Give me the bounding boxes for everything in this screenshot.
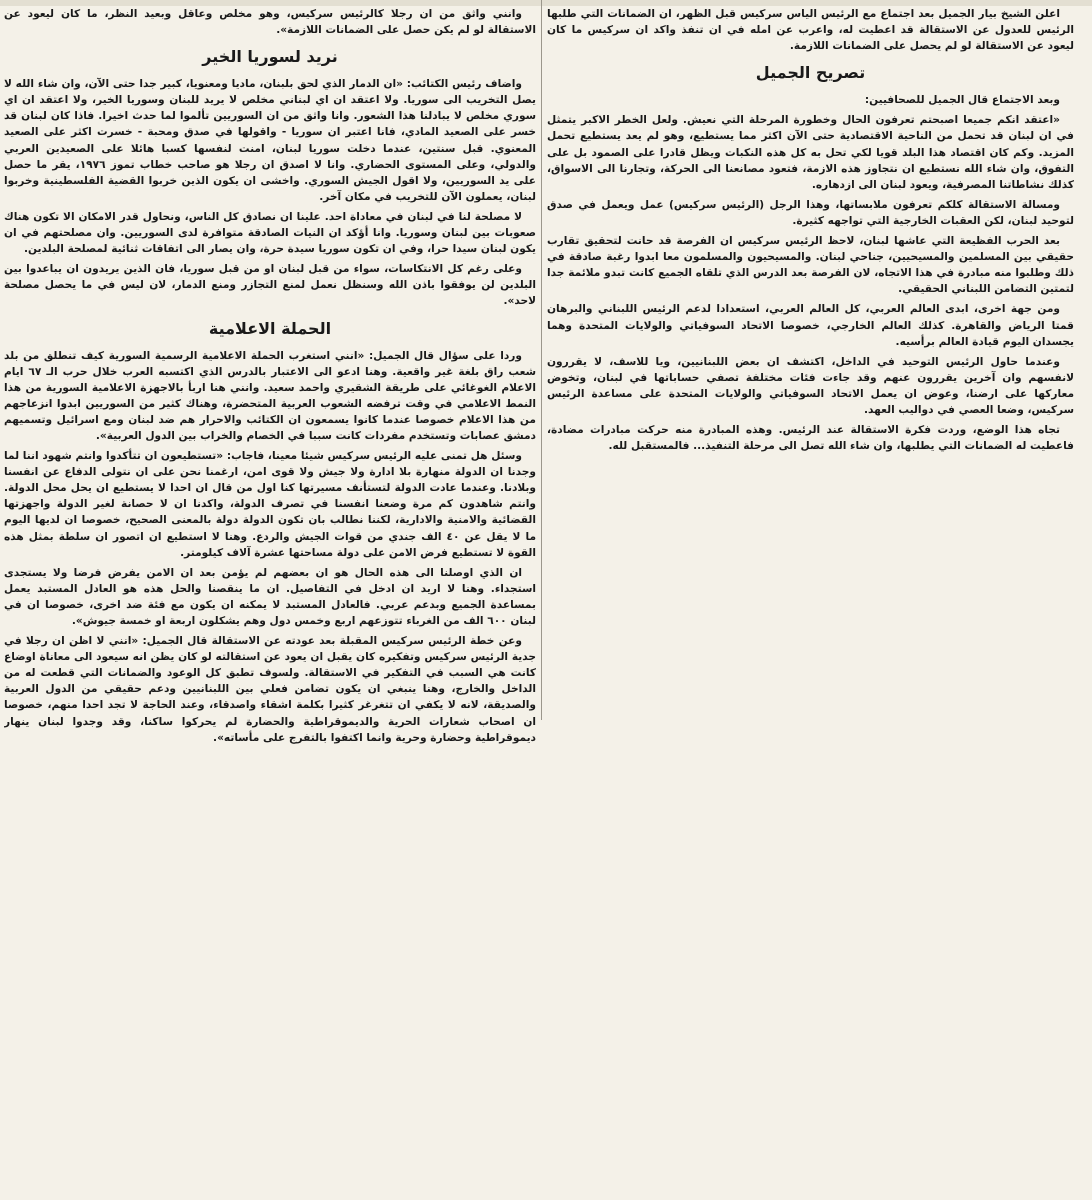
- paragraph: واضاف رئيس الكتائب: «ان الدمار الذي لحق بلبنان، ماديا ومعنويا، كبير جدا حتى الآن، وان شاء الله لا يصل التخريب الى سوريا. ولا اعتقد ان اي لبناني مخلص لا يريد للبنان وسوريا الخير، ولا اعتقد ان اي سوري مخلص لا يبادلنا هذا الشعور. وانا واثق من ان السوريين تألموا لما حدث اخيرا. فاذا كان لبنان قد خسر على الصعيد المادي، فانا اعتبر ان سوريا - واقولها في صدق ومحبة - خسرت اكثر على الصعيد المعنوي. قبل سنتين، عندما دخلت سوريا لبنان، امنت لنفسها كسبا هائلا على الصعيدين العربي والدولي، وعلى المستوى الحضاري. وانا لا اصدق ان رجلا هو صاحب خطاب تموز ١٩٧٦، يقر ما حصل على يد السوريين، ولا اقول الجيش السوري. واخشى ان يكون الذين خربوا القضية الفلسطينية وخربوا لبنان، يعملون الآن للتخريب في مكان آخر.: [4, 78, 536, 203]
- section-heading: نريد لسوريا الخير: [202, 47, 338, 67]
- paragraph: اعلن الشيخ بيار الجميل بعد اجتماع مع الرئيس الياس سركيس قبل الظهر، ان الضمانات التي طلبها الرئيس للعدول عن الاستقالة قد اعطيت له، واعرب عن امله في ان تنفذ واكد ان سركيس ما كان ليعود عن الاستقالة لو لم يحصل على الضمانات اللازمة.: [547, 8, 1074, 53]
- paragraph: ومسالة الاستقالة كلكم تعرفون ملابساتها، وهذا الرجل (الرئيس سركيس) عمل ويعمل في صدق لتوحيد لبنان، لكن العقبات الخارجية التي تواجهه كثيرة.: [547, 198, 1074, 227]
- paragraph: وعن خطة الرئيس سركيس المقبلة بعد عودته عن الاستقالة قال الجميل: «انني لا اظن ان رجلا في جدية الرئيس سركيس وتفكيره كان يقبل ان يعود عن استقالته لو كان يظن انه سيعود الى معاناة اوضاع كانت هي السبب في التفكير في الاستقالة. ولسوف تطبق كل الوعود والضمانات التي قطعت له من الداخل والخارج، وهنا ينبغي ان يكون تضامن فعلي بين اللبنانيين ودعم حقيقي من الدول العربية والصديقة، لانه لا يكفي ان تتغرغر كثيرا بكلمة اشقاء واصدقاء، وعند الحاجة لا تجد احدا منهم، خصوصا ان اصحاب شعارات الحرية والديموقراطية والحضارة لم يحركوا ساكنا، وقد وجدوا لبنان ينهار ديموقراطية وحضارة وحرية وانما اكتفوا بالتفرج على مأساته».: [4, 635, 536, 744]
- paragraph: وردا على سؤال قال الجميل: «انني استغرب الحملة الاعلامية الرسمية السورية كيف تنطلق من بلد شعب راق بلغة غير واقعية. وهنا ادعو الى الاعتبار بالدرس الذي اكتسبه العرب خلال حرب الـ ٦٧ ايام الاعلام الغوغائي على طريقة الشقيري واحمد سعيد. وانني هنا اربأ بالاجهزة الاعلامية السورية من هذا النمط الاعلامي في وقت ترفضه الشعوب العربية المتحضرة، وهناك كثير من السوريين ابدوا انزعاجهم من هذا الاعلام خصوصا عندما كانوا يسمعون ان الكتائب والاحرار هم ضد لبنان ومع اسرائيل وتسميهم دمشق عصابات وتستخدم مفردات كانت سببا في الخصام والخراب بين الدول العربية».: [4, 349, 536, 442]
- article-column-left: [4, 6, 536, 1198]
- paragraph: وانني واثق من ان رجلا كالرئيس سركيس، وهو مخلص وعاقل وبعيد النظر، ما كان ليعود عن الاستقالة لو لم يكن حصل على الضمانات اللازمة».: [4, 8, 536, 37]
- paragraph: بعد الحرب الفظيعة التي عاشها لبنان، لاحظ الرئيس سركيس ان الفرصة قد حانت لتحقيق تقارب حقيقي بين المسلمين والمسيحيين، جناحي لبنان. والمسيحيون والمسلمون معا ابدوا رغبة صادقة في ذلك وطلبوا منه مبادرة في هذا الاتجاه، لان الفرصة بعد الدرس الذي تلقاه الجميع كانت تبدو ملائمة جدا لتمتين التضامن اللبناني الحقيقي.: [547, 235, 1074, 296]
- column-divider: [541, 0, 542, 720]
- paragraph: «اعتقد انكم جميعا اصبحتم تعرفون الحال وخطورة المرحلة التي نعيش. ولعل الخطر الاكبر يتمثل في ان لبنان قد تحمل من الناحية الاقتصادية حتى الآن اكثر مما يستطيع، وهو لم يعد يستطيع تحمل المزيد. وكم كان اقتصاد هذا البلد قويا لكي تحل به كل هذه النكبات ويظل قادرا على الصمود بل على التفوق، وان شاء الله نستطيع ان نتجاوز هذه الازمة، فتعود مصانعنا الى الحركة، وتجارنا الى الاسواق، كذلك نشاطاتنا المصرفية، ويعود لبنان الى ازدهاره.: [547, 114, 1074, 191]
- article-column-right: [547, 6, 1074, 721]
- paragraph: وعلى رغم كل الانتكاسات، سواء من قبل لبنان او من قبل سوريا، فان الذين يريدون ان يباعدوا بين البلدين لن يوفقوا باذن الله وسنظل نعمل لمنع التجازر ومنع الدمار، لان ليس في ما يحصل مصلحة لاحد».: [4, 263, 536, 308]
- paragraph: تجاه هذا الوضع، وردت فكرة الاستقالة عند الرئيس. وهذه المبادرة منه حركت مبادرات مضادة، فاعطيت له الضمانات التي يطلبها، وان شاء الله تصل الى مرحلة التنفيذ... فالمستقبل لله.: [547, 424, 1074, 453]
- paragraph: ومن جهة اخرى، ابدى العالم العربي، كل العالم العربي، استعدادا لدعم الرئيس اللبناني والبرهان قمتا الرياض والقاهرة. كذلك العالم الخارجي، خصوصا الاتحاد السوفياتي والولايات المتحدة وهما يجسدان اليوم قيادة العالم برأسيه.: [547, 303, 1074, 348]
- paragraph: وعندما حاول الرئيس التوحيد في الداخل، اكتشف ان بعض اللبنانيين، ويا للاسف، لا يقررون لانفسهم وان آخرين يقررون عنهم وقد جاءت فئات مختلفة تصفي حساباتها في لبنان، وتخوض معاركها على ارضنا، وعوض ان يعمل الاتحاد السوفياتي والولايات المتحدة على مساعدة الرئيس سركيس، وضعا العصي في دواليب العهد.: [547, 355, 1074, 416]
- section-heading: الحملة الاعلامية: [208, 318, 332, 338]
- paragraph: لا مصلحة لنا في لبنان في معاداة احد. علينا ان نصادق كل الناس، ونحاول قدر الامكان الا تكون هناك صعوبات بين لبنان وسوريا. وانا أؤكد ان النيات الصادقة متوافرة لدى السوريين. وان مصلحتهم في ان يكون لبنان سيدا حرا، وفي ان تكون سوريا سيدة حرة، وان يصار الى اتفاقات ثنائية لمصلحة البلدين.: [4, 210, 536, 256]
- paragraph: وسئل هل تمنى عليه الرئيس سركيس شيئا معينا، فاجاب: «تستطيعون ان تتأكدوا وانتم شهود اننا لما وجدنا ان الدولة منهارة بلا ادارة ولا جيش ولا قوى امن، ارغمنا نحن على ان نتولى الدفاع عن انفسنا وبلادنا. وعندما عادت الدولة لتستأنف مسيرتها كنا اول من قال ان احدا لا يستطيع ان يحل محل الدولة. وانتم شاهدون كم مرة وضعنا انفسنا في تصرف الدولة، واكدنا ان لا حصانة لغير الدولة واجهزتها القضائية والامنية والادارية، لكننا نطالب بان تكون الدولة دولة بالمعنى الصحيح، خصوصا ان لديها اليوم ما لا يقل عن ٤٠ الف جندي من قوات الجيش والردع. وهنا لا استطيع ان اتصور ان سلطة بمثل هذه القوة لا تستطيع فرض الامن على دولة مساحتها عشرة آلاف كيلومتر.: [4, 450, 536, 559]
- paragraph: ان الذي اوصلنا الى هذه الحال هو ان بعضهم لم يؤمن بعد ان الامن يفرض فرضا ولا يستجدى استجداء. وهنا لا اريد ان ادخل في التفاصيل. ان ما ينقصنا والحل هذه هو العادل المستبد يعمل بمساعدة الجميع وبدعم عربي. فالعادل المستبد لا يمكنه ان يكون مع فئة ضد اخرى، خصوصا ان في لبنان ٦٠٠ الف من الغرباء تتوزعهم اربع وخمس دول وهم يشكلون اربعة او خمسة جيوش».: [4, 566, 536, 627]
- paragraph: وبعد الاجتماع قال الجميل للصحافيين:: [864, 94, 1060, 107]
- section-heading: تصريح الجميل: [755, 63, 866, 83]
